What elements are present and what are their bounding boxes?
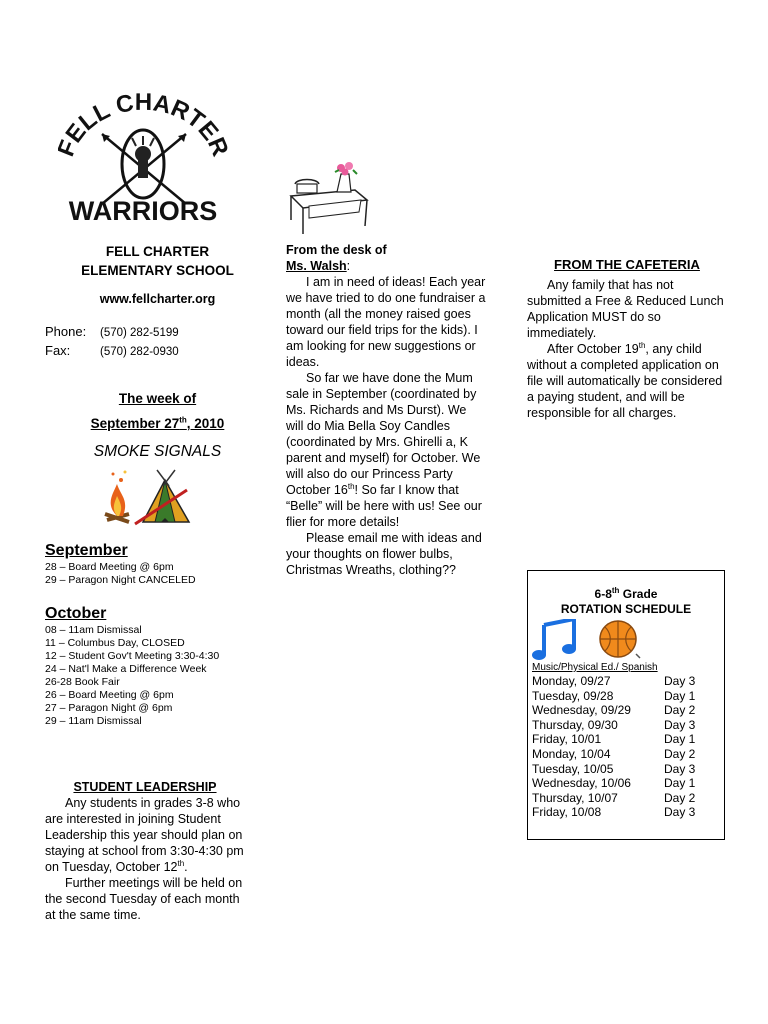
phone-number: (570) 282-5199 xyxy=(100,327,179,339)
calendar-event: 28 – Board Meeting @ 6pm xyxy=(45,561,174,573)
schedule-day: Day 2 xyxy=(664,746,696,761)
cafeteria-heading: FROM THE CAFETERIA xyxy=(554,257,700,272)
rotation-schedule-table xyxy=(532,674,724,820)
schedule-date: Thursday, 10/07 xyxy=(532,790,618,805)
schedule-row xyxy=(532,732,724,747)
student-leadership-paragraph2: Further meetings will be held on the second Tuesday of each month at the same time. xyxy=(45,876,243,922)
schedule-day: Day 3 xyxy=(664,761,696,776)
week-date: September 27th, 2010 xyxy=(90,415,225,431)
music-note-icon xyxy=(532,619,580,661)
calendar-event: 26 – Board Meeting @ 6pm xyxy=(45,689,174,701)
schedule-day: Day 1 xyxy=(664,688,696,703)
school-logo xyxy=(58,92,228,227)
logo-top-text: ELL CHARTE xyxy=(60,92,224,148)
schedule-row xyxy=(532,762,724,777)
desk-paragraph1: I am in need of ideas! Each year we have tried to do one fundraiser a month (all the money raised goes toward our field trips for the kids). I am looking for new suggestions or ideas. xyxy=(286,275,486,369)
cafeteria-paragraph2: After October 19th, any child without a completed application on file will automatically be considered a paying student, and will be responsible for all charges. xyxy=(527,340,723,420)
campfire-teepee-clipart xyxy=(95,466,195,528)
desk-heading-line2: Ms. Walsh: xyxy=(286,259,351,273)
schedule-row xyxy=(532,703,724,718)
calendar-event: 08 – 11am Dismissal xyxy=(45,624,142,636)
student-leadership-heading: STUDENT LEADERSHIP xyxy=(73,780,217,794)
desk-paragraph2: So far we have done the Mum sale in September (coordinated by Ms. Richards and Ms Durst). We will do Mia Bella Soy Candles (coordinated by Mrs. Ghirelli a, K parent and myself) for October. We will also do our Princess Party October 16th! So far I know that “Belle” will be here with us! See our flier for more details! xyxy=(286,371,482,529)
schedule-row xyxy=(532,747,724,762)
schedule-date: Monday, 10/04 xyxy=(532,746,611,761)
week-of-label: The week of xyxy=(118,391,197,406)
school-website[interactable]: www.fellcharter.org xyxy=(99,292,216,306)
cafeteria-paragraph1: Any family that has not submitted a Free & Reduced Lunch Application MUST do so immediately. xyxy=(527,278,724,340)
calendar-event: 29 – Paragon Night CANCELED xyxy=(45,574,196,586)
fax-number: (570) 282-0930 xyxy=(100,346,179,358)
calendar-event: 24 – Nat'l Make a Difference Week xyxy=(45,663,207,675)
schedule-day: Day 1 xyxy=(664,732,696,747)
schedule-date: Tuesday, 09/28 xyxy=(532,688,614,703)
october-heading: October xyxy=(45,605,107,622)
schedule-date: Tuesday, 10/05 xyxy=(532,761,614,776)
schedule-day: Day 1 xyxy=(664,776,696,791)
calendar-event: 11 – Columbus Day, CLOSED xyxy=(45,637,185,649)
logo-bottom-text: WARRIORS xyxy=(68,196,218,226)
schedule-row xyxy=(532,776,724,791)
schedule-row xyxy=(532,674,724,689)
basketball-icon xyxy=(596,618,642,660)
school-name-line1: FELL CHARTER xyxy=(105,244,210,259)
calendar-event: 26-28 Book Fair xyxy=(45,676,120,688)
september-heading: September xyxy=(45,542,128,559)
phone-label: Phone: xyxy=(45,324,87,339)
student-leadership-paragraph1: Any students in grades 3-8 who are interested in joining Student Leadership this year should plan on staying at school from 3:30-4:30 pm on Tuesday, October 12th. xyxy=(45,796,244,874)
october-events xyxy=(45,624,275,728)
calendar-event: 29 – 11am Dismissal xyxy=(45,715,142,727)
rotation-columns-label: Music/Physical Ed./ Spanish xyxy=(532,662,658,673)
school-name-line2: ELEMENTARY SCHOOL xyxy=(81,263,234,278)
rotation-schedule-box xyxy=(527,570,725,840)
newsletter-title: SMOKE SIGNALS xyxy=(93,443,222,460)
september-events xyxy=(45,561,275,587)
schedule-day: Day 3 xyxy=(664,674,696,688)
desk-paragraph3: Please email me with ideas and your thoughts on flower bulbs, Christmas Wreaths, clothing?? xyxy=(286,531,482,577)
schedule-date: Thursday, 09/30 xyxy=(532,717,618,732)
schedule-row xyxy=(532,718,724,733)
schedule-day: Day 2 xyxy=(664,790,696,805)
calendar-event: 27 – Paragon Night @ 6pm xyxy=(45,702,173,714)
desk-clipart xyxy=(285,160,375,238)
schedule-date: Wednesday, 09/29 xyxy=(532,703,631,718)
rotation-subtitle: ROTATION SCHEDULE xyxy=(560,602,692,616)
schedule-day: Day 3 xyxy=(664,717,696,732)
schedule-row xyxy=(532,791,724,806)
schedule-date: Wednesday, 10/06 xyxy=(532,776,631,791)
rotation-title: 6-8th Grade xyxy=(594,586,658,601)
schedule-row xyxy=(532,689,724,704)
schedule-row xyxy=(532,805,724,820)
fax-label: Fax: xyxy=(45,343,71,358)
schedule-day: Day 2 xyxy=(664,703,696,718)
schedule-date: Friday, 10/01 xyxy=(532,732,602,747)
schedule-date: Friday, 10/08 xyxy=(532,805,602,820)
desk-heading-line1: From the desk of xyxy=(286,243,387,257)
schedule-day: Day 3 xyxy=(664,805,696,820)
calendar-event: 12 – Student Gov't Meeting 3:30-4:30 xyxy=(45,650,220,662)
schedule-date: Monday, 09/27 xyxy=(532,674,611,688)
